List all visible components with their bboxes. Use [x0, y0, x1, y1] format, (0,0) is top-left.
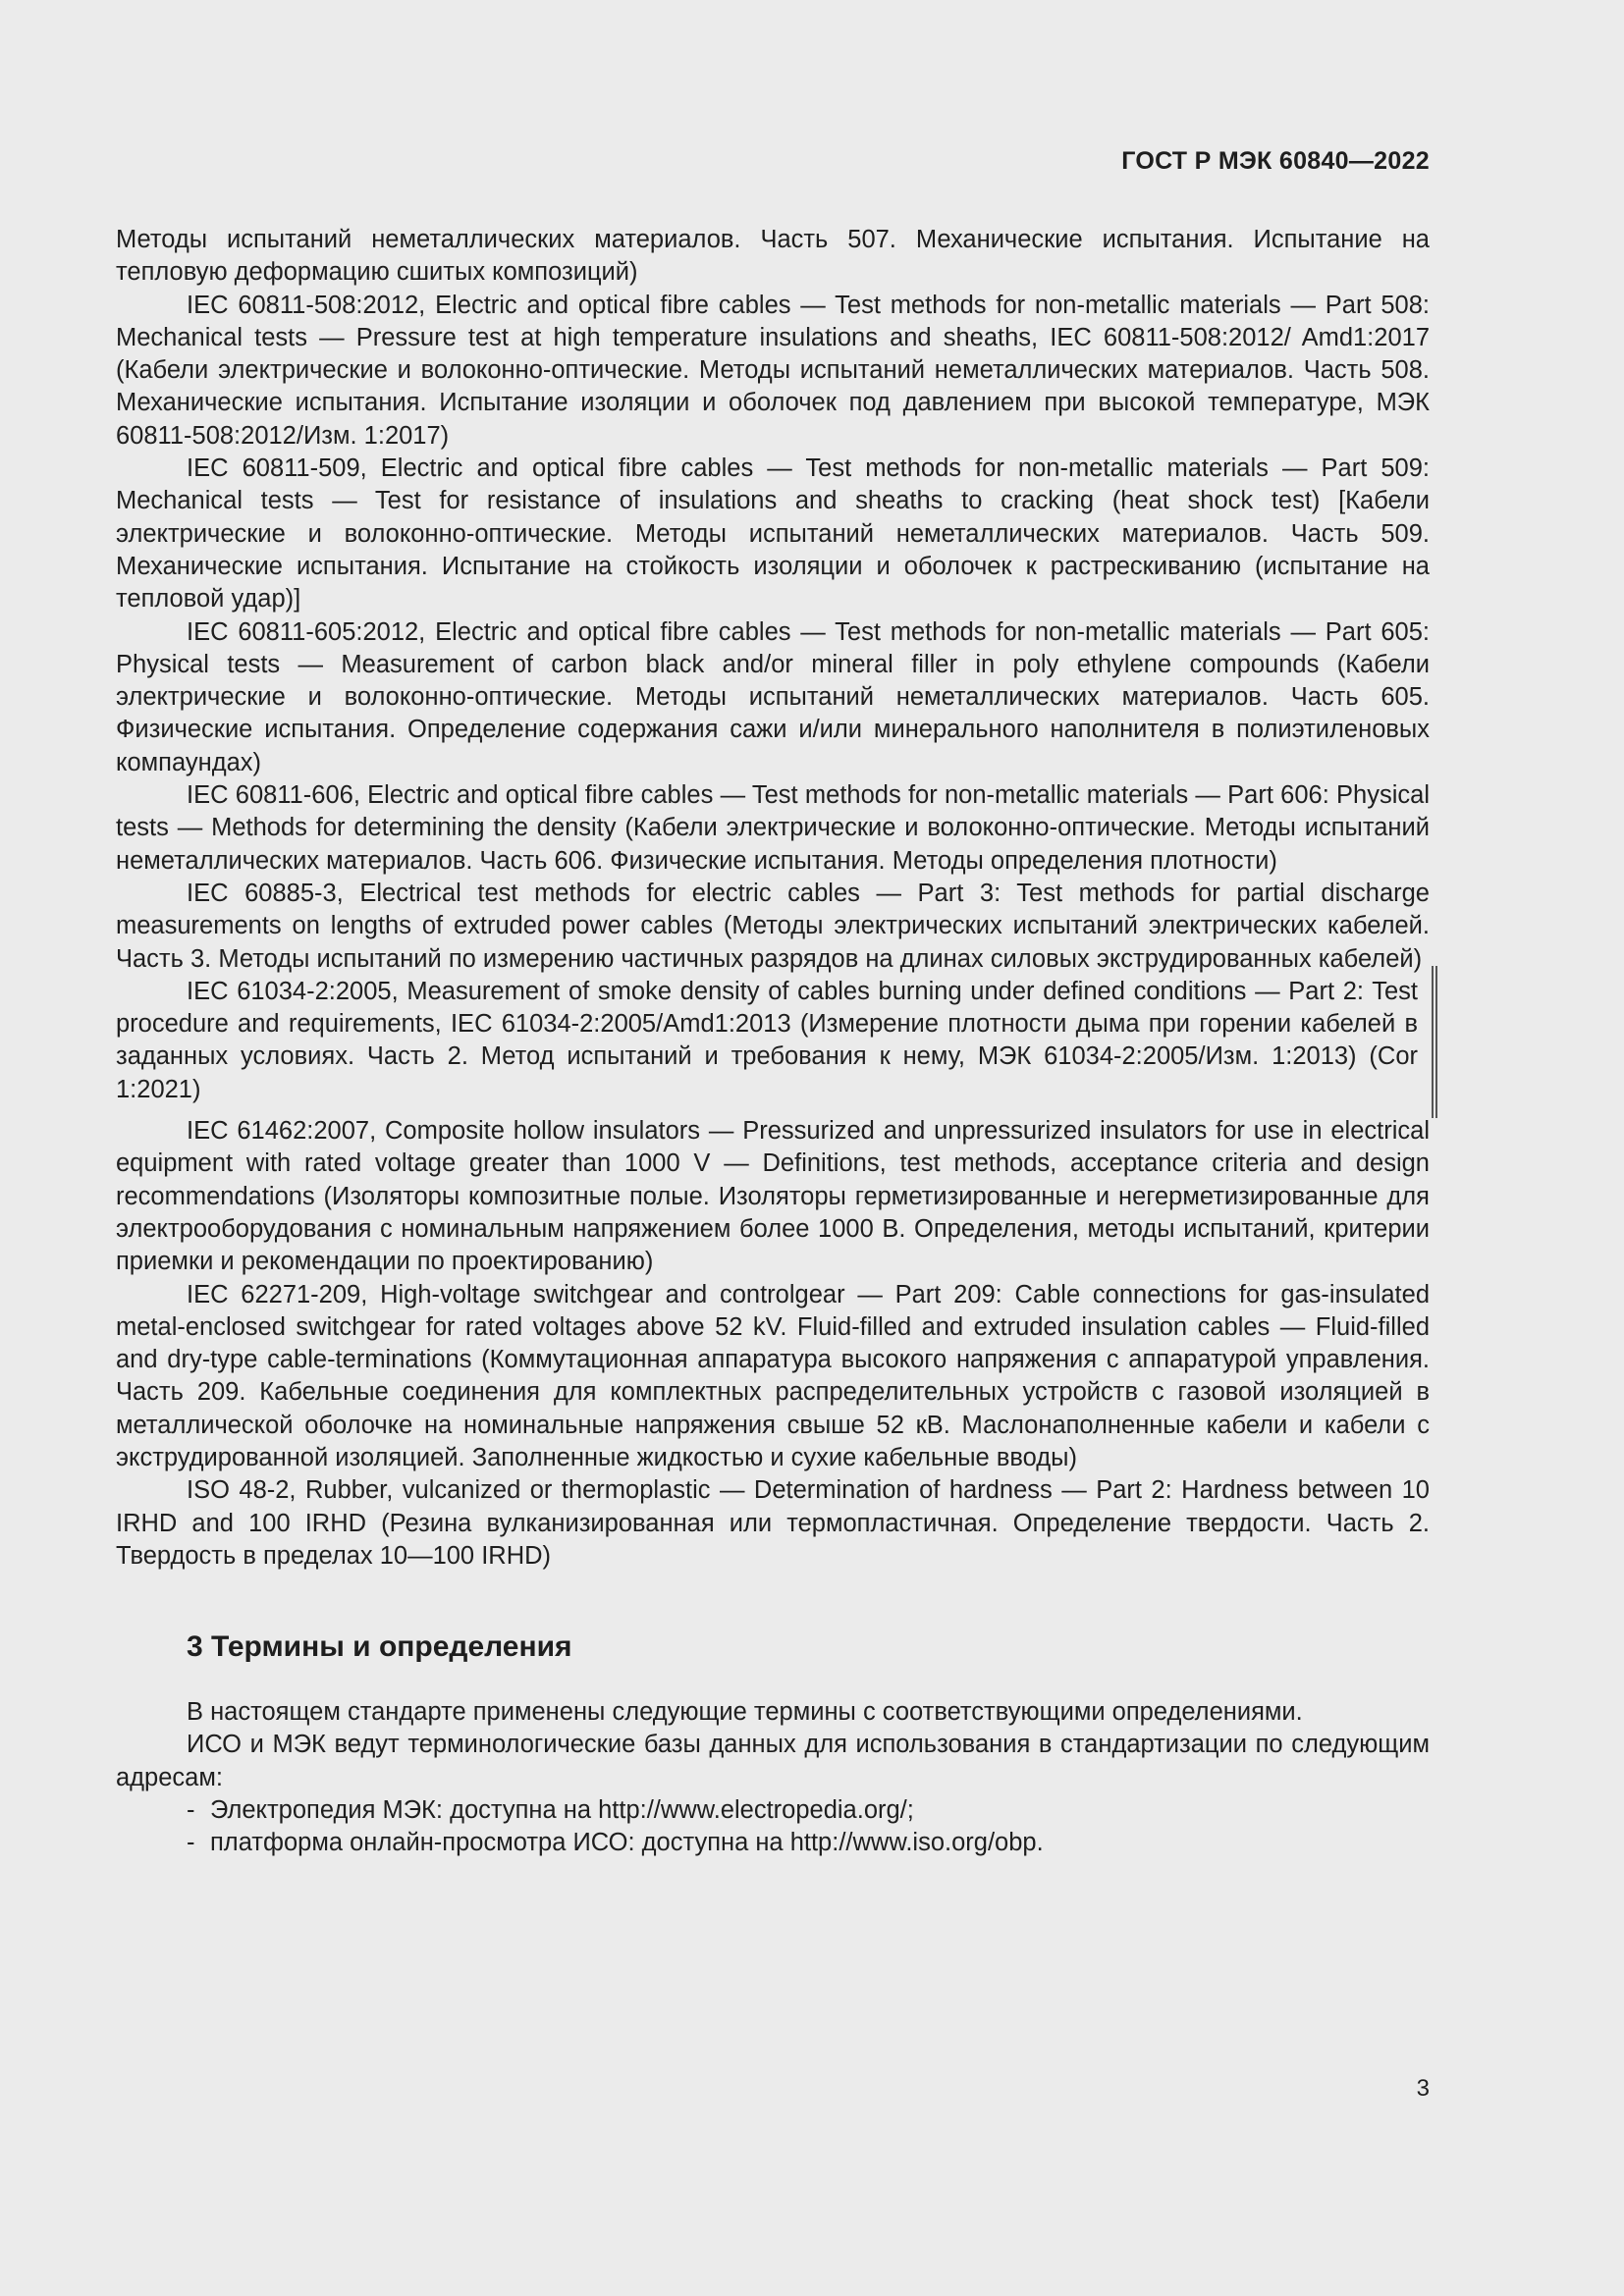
bullet-dash: -	[187, 1796, 195, 1825]
change-marker-bar	[1432, 966, 1437, 1118]
section-intro: В настоящем стандарте применены следующие термины с соответствующими определениями.	[187, 1698, 1303, 1727]
reference-continuation: Методы испытаний неметаллических материалов. Часть 507. Механические испытания. Испытание на тепловую деформацию сшитых композиций)	[116, 226, 1430, 287]
section-databases-intro: ИСО и МЭК ведут терминологические базы данных для использования в стандартизации по следующим адресам:	[116, 1731, 1430, 1791]
reference-iec-60811-605: IEC 60811-605:2012, Electric and optical fibre cables — Test methods for non-metallic materials — Part 605: Physical tests — Measurement of carbon black and/or mineral filler in poly ethylene compounds (Кабели электрические и волоконно-оптические. Методы испытаний неметаллических материалов. Часть 605. Физические испытания. Определение содержания сажи и/или минерального наполнителя в полиэтиленовых компаундах)	[116, 617, 1430, 776]
section-body	[116, 1696, 1430, 1859]
section-heading: 3 Термины и определения	[187, 1630, 572, 1664]
reference-iec-61462: IEC 61462:2007, Composite hollow insulators — Pressurized and unpressurized insulators for use in electrical equipment with rated voltage greater than 1000 V — Definitions, test methods, acceptance criteria and design recommendations (Изоляторы композитные полые. Изоляторы герметизированные и негерметизированные для электрооборудования с номинальным напряжением более 1000 В. Определения, методы испытаний, критерии приемки и рекомендации по проектированию)	[116, 1117, 1430, 1276]
list-item-text: Электропедия МЭК: доступна на http://www.electropedia.org/;	[210, 1796, 914, 1825]
reference-iec-60811-606: IEC 60811-606, Electric and optical fibre cables — Test methods for non-metallic materials — Part 606: Physical tests — Methods for determining the density (Кабели электрические и волоконно-оптические. Методы испытаний неметаллических материалов. Часть 606. Физические испытания. Методы определения плотности)	[116, 781, 1430, 875]
reference-iec-60811-508: IEC 60811-508:2012, Electric and optical fibre cables — Test methods for non-metallic materials — Part 508: Mechanical tests — Pressure test at high temperature insulations and sheaths, IEC 60811-508:2012/ Amd1:2017 (Кабели электрические и волоконно-оптические. Методы испытаний неметаллических материалов. Часть 508. Механические испытания. Испытание изоляции и оболочек под давлением при высокой температуре, МЭК 60811-508:2012/Изм. 1:2017)	[116, 291, 1430, 450]
reference-iec-60811-509: IEC 60811-509, Electric and optical fibre cables — Test methods for non-metallic materials — Part 509: Mechanical tests — Test for resistance of insulations and sheaths to cracking (heat shock test) [Кабели электрические и волоконно-оптические. Методы испытаний неметаллических материалов. Часть 509. Механические испытания. Испытание на стойкость изоляции и оболочек к растрескиванию (испытание на тепловой удар)]	[116, 454, 1430, 614]
reference-iso-48-2: ISO 48-2, Rubber, vulcanized or thermoplastic — Determination of hardness — Part 2: Hardness between 10 IRHD and 100 IRHD (Резина вулканизированная или термопластичная. Определение твердости. Часть 2. Твердость в пределах 10—100 IRHD)	[116, 1476, 1430, 1570]
list-item	[116, 1794, 1430, 1827]
reference-iec-62271-209: IEC 62271-209, High-voltage switchgear and controlgear — Part 209: Cable connections for gas-insulated metal-enclosed switchgear for rated voltages above 52 kV. Fluid-filled and extruded insulation cables — Fluid-filled and dry-type cable-terminations (Коммутационная аппаратура высокого напряжения с аппаратурой управления. Часть 209. Кабельные соединения для комплектных распределительных устройств с газовой изоляцией в металлической оболочке на номинальные напряжения свыше 52 кВ. Маслонаполненные кабели и кабели с экструдированной изоляцией. Заполненные жидкостью и сухие кабельные вводы)	[116, 1280, 1430, 1471]
reference-iec-61034-2: IEC 61034-2:2005, Measurement of smoke density of cables burning under defined conditions — Part 2: Test procedure and requirements, IEC 61034-2:2005/Amd1:2013 (Измерение плотности дыма при горении кабелей в заданных условиях. Часть 2. Метод испытаний и требования к нему, МЭК 61034-2:2005/Изм. 1:2013) (Cor 1:2021)	[116, 977, 1418, 1103]
document-header-standard-id: ГОСТ Р МЭК 60840—2022	[1121, 147, 1430, 175]
amended-reference-block	[116, 976, 1430, 1106]
list-item-text: платформа онлайн-просмотра ИСО: доступна на http://www.iso.org/obp.	[210, 1829, 1044, 1857]
list-item	[116, 1827, 1430, 1859]
reference-iec-60885-3: IEC 60885-3, Electrical test methods for electric cables — Part 3: Test methods for partial discharge measurements on lengths of extruded power cables (Методы электрических испытаний электрических кабелей. Часть 3. Методы испытаний по измерению частичных разрядов на длинах силовых экструдированных кабелей)	[116, 879, 1430, 973]
bullet-dash: -	[187, 1829, 195, 1857]
document-body	[116, 224, 1430, 1860]
page-number: 3	[1416, 2075, 1430, 2102]
